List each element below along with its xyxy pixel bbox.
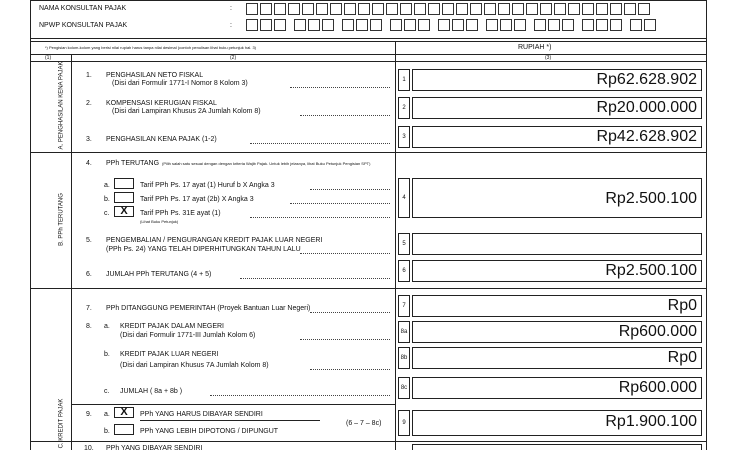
row-4b-checkbox[interactable]	[114, 192, 134, 203]
character-cell[interactable]	[274, 19, 286, 31]
row-10-value-field[interactable]	[412, 444, 702, 450]
row-8c-letter: c.	[104, 388, 110, 395]
row-9-value: Rp1.900.100	[605, 413, 697, 430]
character-cell[interactable]	[294, 19, 306, 31]
col-2-label: (2)	[230, 55, 237, 61]
row-9-box-number: 9	[398, 410, 410, 436]
row-1-sublabel: (Disi dari Formulir 1771-I Nomor 8 Kolom 3)	[112, 80, 248, 87]
row-2-value: Rp20.000.000	[596, 99, 697, 116]
character-cell[interactable]	[514, 19, 526, 31]
row-3-label: PENGHASILAN KENA PAJAK (1-2)	[106, 136, 217, 143]
row-3-value-field[interactable]	[412, 126, 702, 148]
row-4a-checkbox[interactable]	[114, 178, 134, 189]
row-8a-letter: a.	[104, 323, 110, 330]
character-cell[interactable]	[418, 19, 430, 31]
row-9-number: 9.	[86, 411, 92, 418]
row-1-number: 1.	[86, 72, 92, 79]
row-7-box-number: 7	[398, 295, 410, 317]
row-4a-label: Tarif PPh Ps. 17 ayat (1) Huruf b X Angka 3	[140, 182, 275, 189]
row-7-value: Rp0	[667, 297, 697, 314]
character-cell[interactable]	[246, 19, 258, 31]
character-cell[interactable]	[308, 19, 320, 31]
character-cell[interactable]	[562, 19, 574, 31]
row-6-box-number: 6	[398, 260, 410, 282]
character-cell[interactable]	[540, 3, 552, 15]
row-9a-label: PPh YANG HARUS DIBAYAR SENDIRI	[140, 411, 263, 418]
row-5-sublabel: (PPh Ps. 24) YANG TELAH DIPERHITUNGKAN TAHUN LALU	[106, 246, 301, 253]
nama-konsultan-field[interactable]	[246, 3, 686, 17]
row-7-value-field[interactable]	[412, 295, 702, 317]
character-cell[interactable]	[610, 19, 622, 31]
row-9-value-field[interactable]	[412, 410, 702, 436]
row-1-box-number: 1	[398, 69, 410, 91]
row-9a-letter: a.	[104, 411, 110, 418]
col-3-label: (3)	[545, 55, 552, 61]
character-cell[interactable]	[470, 3, 482, 15]
character-cell[interactable]	[428, 3, 440, 15]
character-cell[interactable]	[438, 19, 450, 31]
row-9a-checkbox[interactable]: X	[114, 407, 134, 418]
character-cell[interactable]	[582, 3, 594, 15]
character-cell[interactable]	[512, 3, 524, 15]
row-8b-value-field[interactable]	[412, 347, 702, 369]
colon: :	[230, 5, 232, 12]
row-5-value-field[interactable]	[412, 233, 702, 255]
character-cell[interactable]	[500, 19, 512, 31]
character-cell[interactable]	[610, 3, 622, 15]
section-a-label: A. PENGHASILAN KENA PAJAK	[58, 61, 65, 150]
character-cell[interactable]	[452, 19, 464, 31]
row-4c-sublabel: (Lihat Buku Petunjuk)	[140, 219, 179, 224]
row-8b-value: Rp0	[667, 349, 697, 366]
row-10-number: 10.	[84, 445, 94, 450]
character-cell[interactable]	[466, 19, 478, 31]
character-cell[interactable]	[330, 3, 342, 15]
row-8a-label: KREDIT PAJAK DALAM NEGERI	[120, 323, 224, 330]
row-8c-value: Rp600.000	[618, 379, 697, 396]
row-2-box-number: 2	[398, 97, 410, 119]
row-6-value: Rp2.500.100	[605, 262, 697, 279]
row-7-label: PPh DITANGGUNG PEMERINTAH (Proyek Bantuan Luar Negeri)	[106, 305, 311, 312]
row-4-box-number: 4	[398, 178, 410, 218]
colon: :	[230, 22, 232, 29]
row-8a-value-field[interactable]	[412, 321, 702, 343]
row-2-sublabel: (Disi dari Lampiran Khusus 2A Jumlah Kolom 8)	[112, 108, 261, 115]
row-4-note: (Pilih salah satu sesuai dengan dengan kriteria Wajib Pajak. Untuk lebih jelasnya, lihat Buku Petunjuk Pengisian SPT)	[162, 161, 371, 166]
character-cell[interactable]	[486, 19, 498, 31]
row-2-label: KOMPENSASI KERUGIAN FISKAL	[106, 100, 217, 107]
character-cell[interactable]	[288, 3, 300, 15]
character-cell[interactable]	[316, 3, 328, 15]
row-8b-letter: b.	[104, 351, 110, 358]
character-cell[interactable]	[322, 19, 334, 31]
row-4b-label: Tarif PPh Ps. 17 ayat (2b) X Angka 3	[140, 196, 254, 203]
character-cell[interactable]	[390, 19, 402, 31]
character-cell[interactable]	[498, 3, 510, 15]
row-4-number: 4.	[86, 160, 92, 167]
character-cell[interactable]	[442, 3, 454, 15]
character-cell[interactable]	[404, 19, 416, 31]
character-cell[interactable]	[456, 3, 468, 15]
character-cell[interactable]	[582, 19, 594, 31]
row-8c-value-field[interactable]	[412, 377, 702, 399]
row-8a-value: Rp600.000	[618, 323, 697, 340]
character-cell[interactable]	[484, 3, 496, 15]
row-4-value: Rp2.500.100	[605, 190, 697, 207]
character-cell[interactable]	[534, 19, 546, 31]
row-4a-letter: a.	[104, 182, 110, 189]
row-8c-box-number: 8c	[398, 377, 410, 399]
character-cell[interactable]	[342, 19, 354, 31]
row-2-value-field[interactable]	[412, 97, 702, 119]
character-cell[interactable]	[302, 3, 314, 15]
npwp-konsultan-label: NPWP KONSULTAN PAJAK	[39, 22, 128, 29]
row-1-value-field[interactable]	[412, 69, 702, 91]
character-cell[interactable]	[370, 19, 382, 31]
character-cell[interactable]	[274, 3, 286, 15]
row-9b-letter: b.	[104, 428, 110, 435]
row-6-value-field[interactable]	[412, 260, 702, 282]
character-cell[interactable]	[526, 3, 538, 15]
row-9b-label: PPh YANG LEBIH DIPOTONG / DIPUNGUT	[140, 428, 279, 435]
character-cell[interactable]	[548, 19, 560, 31]
row-4b-letter: b.	[104, 196, 110, 203]
row-3-value: Rp42.628.902	[596, 128, 697, 145]
row-6-number: 6.	[86, 271, 92, 278]
character-cell[interactable]	[386, 3, 398, 15]
character-cell[interactable]	[568, 3, 580, 15]
character-cell[interactable]	[246, 3, 258, 15]
character-cell[interactable]	[372, 3, 384, 15]
row-6-label: JUMLAH PPh TERUTANG (4 + 5)	[106, 271, 212, 278]
row-10-label: PPh YANG DIBAYAR SENDIRI	[106, 445, 203, 450]
row-8c-label: JUMLAH ( 8a + 8b )	[120, 388, 183, 395]
character-cell[interactable]	[260, 3, 272, 15]
character-cell[interactable]	[414, 3, 426, 15]
row-4c-letter: c.	[104, 210, 110, 217]
character-cell[interactable]	[630, 19, 642, 31]
row-8b-label: KREDIT PAJAK LUAR NEGERI	[120, 351, 219, 358]
row-5-number: 5.	[86, 237, 92, 244]
character-cell[interactable]	[260, 19, 272, 31]
row-8a-box-number: 8a	[398, 321, 410, 343]
npwp-konsultan-field[interactable]	[246, 19, 686, 33]
col-1-label: (1)	[45, 55, 52, 61]
character-cell[interactable]	[596, 19, 608, 31]
character-cell[interactable]	[356, 19, 368, 31]
character-cell[interactable]	[596, 3, 608, 15]
character-cell[interactable]	[624, 3, 636, 15]
row-1-label: PENGHASILAN NETO FISKAL	[106, 72, 204, 79]
character-cell[interactable]	[554, 3, 566, 15]
row-1-value: Rp62.628.902	[596, 71, 697, 88]
rupiah-header: RUPIAH *)	[518, 44, 552, 51]
section-c-label: C. KREDIT PAJAK	[58, 398, 65, 449]
character-cell[interactable]	[644, 19, 656, 31]
character-cell[interactable]	[400, 3, 412, 15]
row-9b-checkbox[interactable]	[114, 424, 134, 435]
row-8a-sublabel: (Disi dari Formulir 1771-III Jumlah Kolom 6)	[120, 332, 256, 339]
row-2-number: 2.	[86, 100, 92, 107]
row-4-value-field[interactable]	[412, 178, 702, 218]
row-8-number: 8.	[86, 323, 92, 330]
row-3-number: 3.	[86, 136, 92, 143]
section-b-label: B. PPh TERUTANG	[58, 193, 65, 246]
character-cell[interactable]	[638, 3, 650, 15]
row-4c-checkbox[interactable]: X	[114, 206, 134, 217]
rupiah-note: *) Pengisian kolom-kolom yang berisi nilai rupiah harus tanpa nilai desimal (contoh penulisan lihat buku petunjuk hal. 3)	[45, 45, 257, 50]
row-8b-box-number: 8b	[398, 347, 410, 369]
row-5-label: PENGEMBALIAN / PENGURANGAN KREDIT PAJAK LUAR NEGERI	[106, 237, 323, 244]
row-7-number: 7.	[86, 305, 92, 312]
row-5-box-number: 5	[398, 233, 410, 255]
nama-konsultan-label: NAMA KONSULTAN PAJAK	[39, 5, 127, 12]
row-4c-label: Tarif PPh Ps. 31E ayat (1)	[140, 210, 221, 217]
row-8b-sublabel: (Disi dari Lampiran Khusus 7A Jumlah Kolom 8)	[120, 362, 269, 369]
row-4-label: PPh TERUTANG	[106, 160, 160, 167]
row-3-box-number: 3	[398, 126, 410, 148]
character-cell[interactable]	[344, 3, 356, 15]
row-9-formula: (6 – 7 – 8c)	[346, 420, 382, 427]
character-cell[interactable]	[358, 3, 370, 15]
